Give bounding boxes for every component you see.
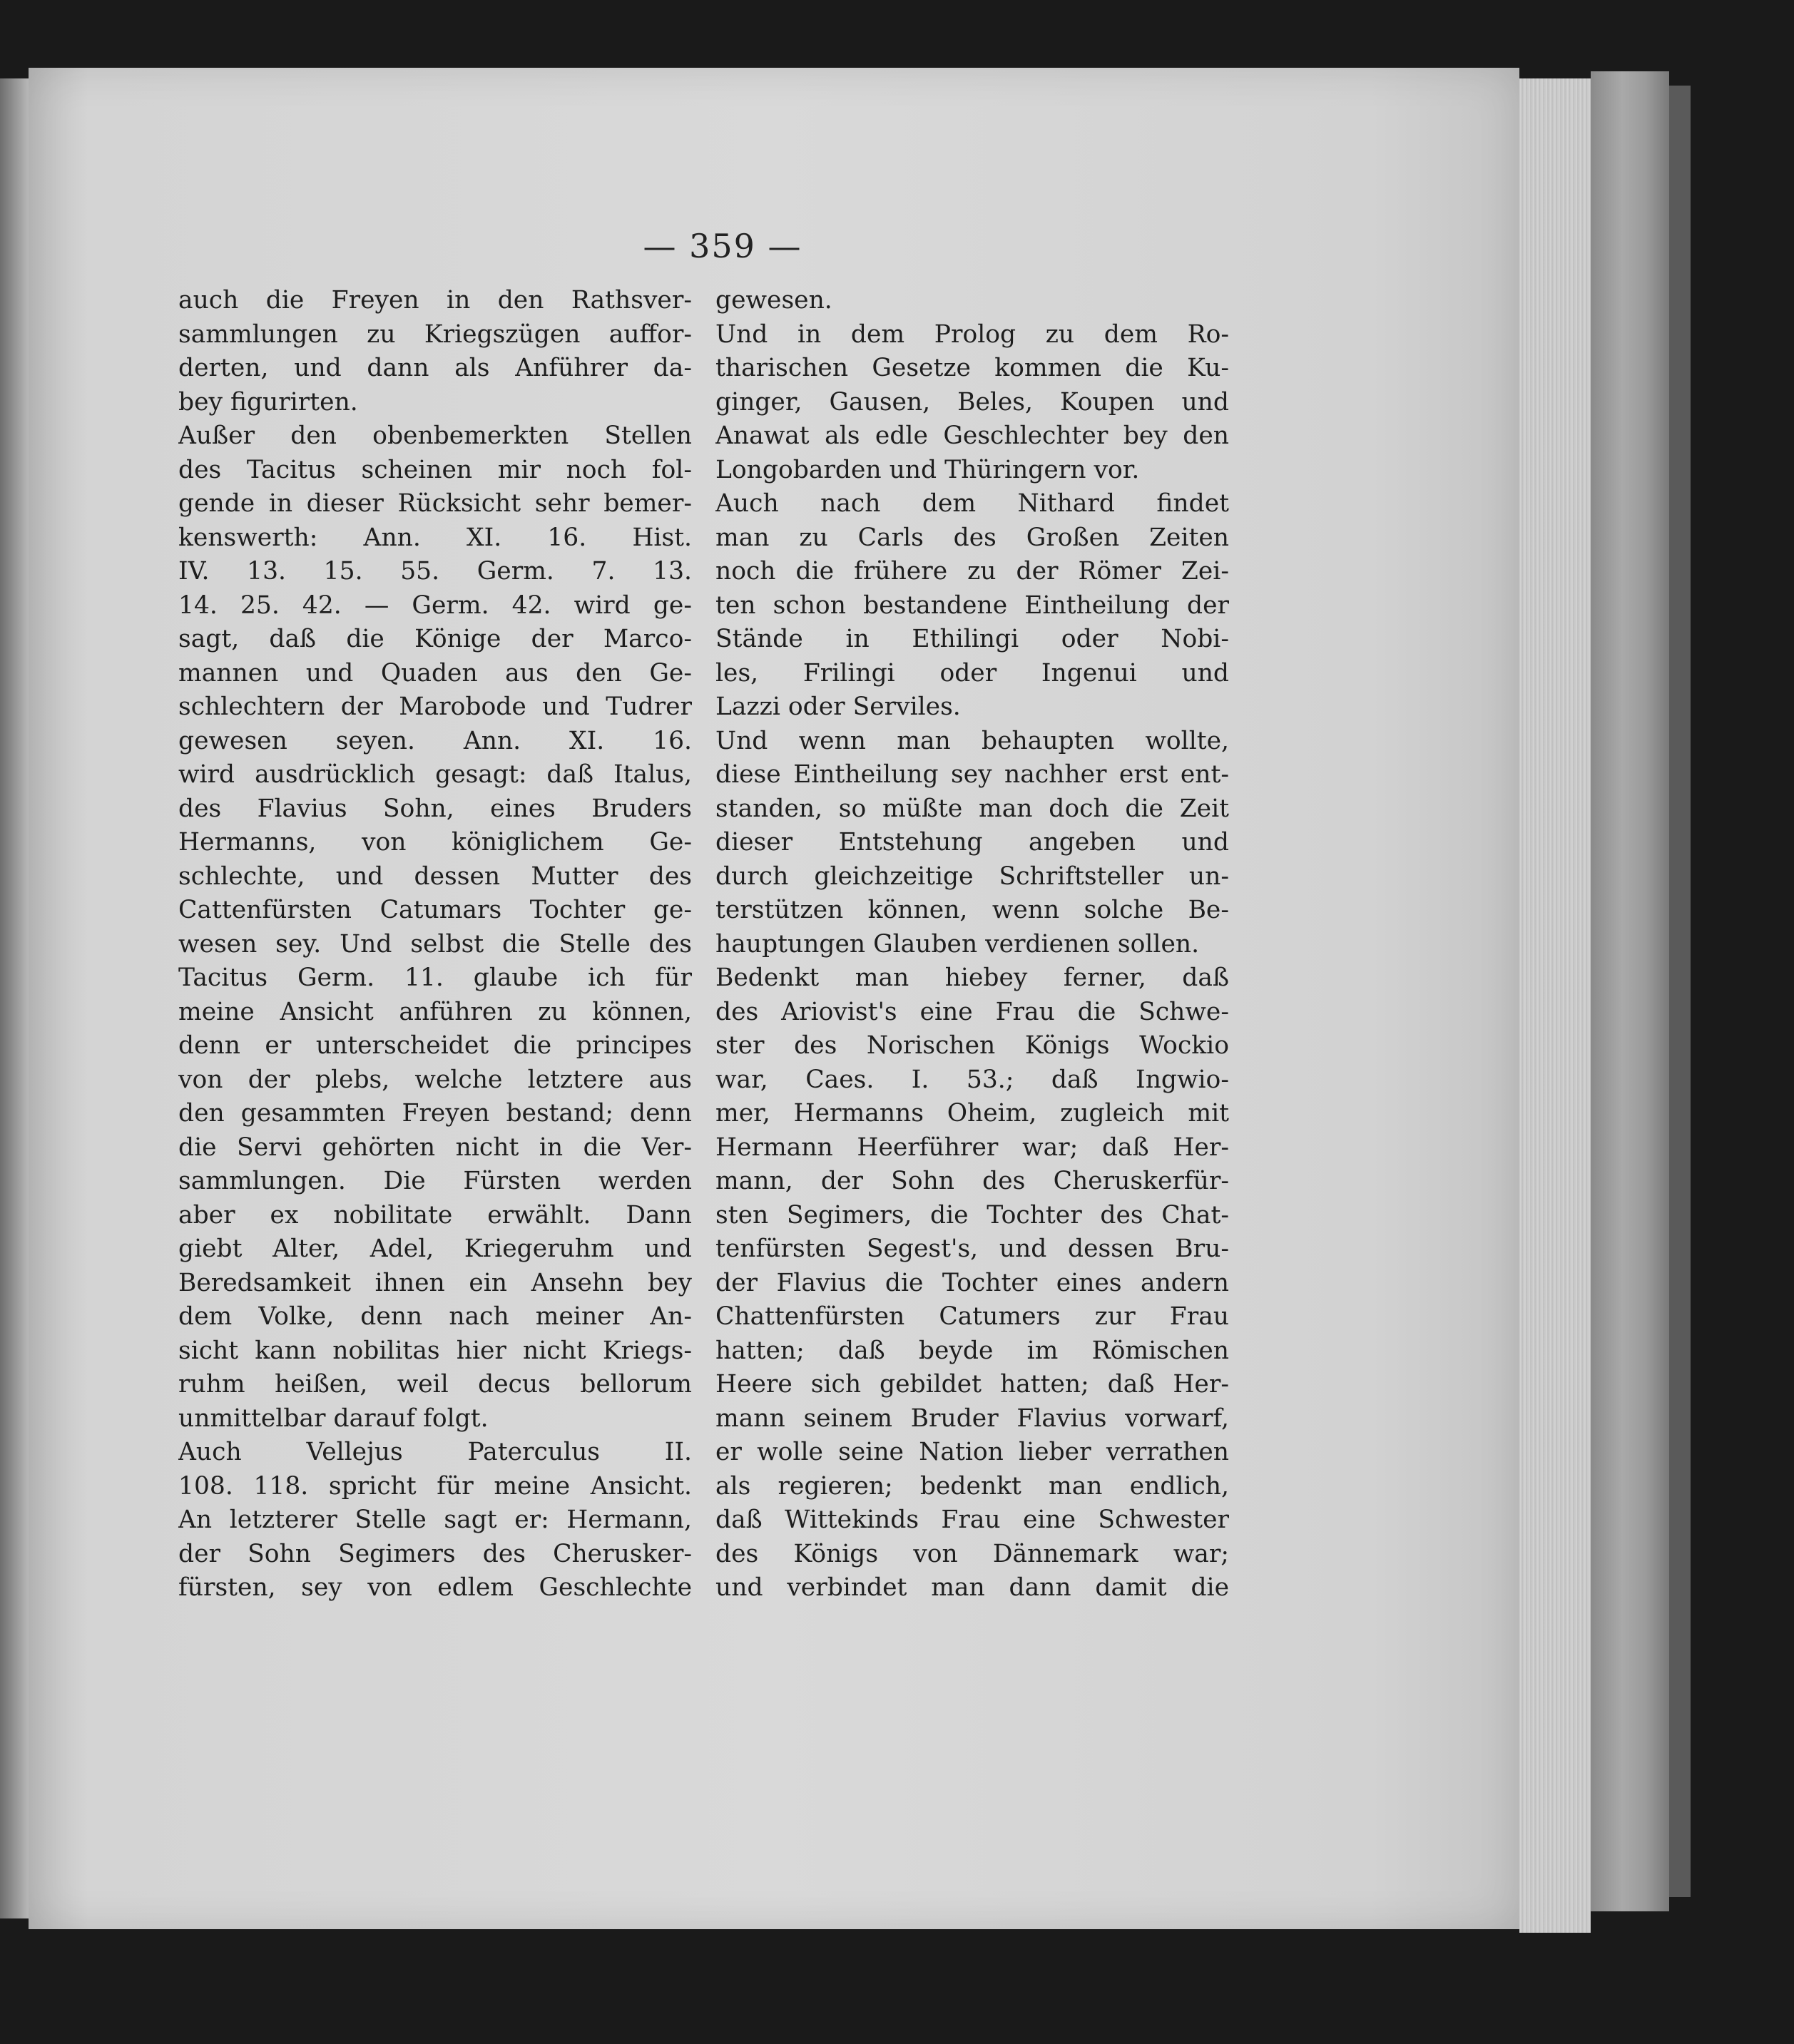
- text-line: 14. 25. 42. — Germ. 42. wird ge-: [178, 591, 692, 620]
- text-line: Außer den obenbemerkten Stellen: [178, 421, 692, 450]
- text-line: gewesen seyen. Ann. XI. 16.: [178, 726, 692, 755]
- text-line: mann, der Sohn des Cheruskerfür-: [715, 1167, 1229, 1195]
- text-line: mann seinem Bruder Flavius vorwarf,: [715, 1404, 1229, 1433]
- text-line: und verbindet man dann damit die: [715, 1573, 1229, 1602]
- text-line: Cattenfürsten Catumars Tochter ge-: [178, 896, 692, 924]
- text-column-right: [715, 284, 1229, 1605]
- text-line: dieser Entstehung angeben und: [715, 828, 1229, 857]
- text-line: sammlungen zu Kriegszügen auffor-: [178, 320, 692, 349]
- text-line: les, Frilingi oder Ingenui und: [715, 658, 1229, 688]
- text-line: ginger, Gausen, Beles, Koupen und: [715, 387, 1229, 417]
- text-line: von der plebs, welche letztere aus: [178, 1065, 692, 1094]
- text-line: durch gleichzeitige Schriftsteller un-: [715, 862, 1229, 891]
- text-line: der Sohn Segimers des Cherusker-: [178, 1539, 692, 1568]
- text-line: hauptungen Glauben verdienen sollen.: [715, 929, 1200, 959]
- text-line: hatten; daß beyde im Römischen: [715, 1336, 1229, 1365]
- text-line: Hermanns, von königlichem Ge-: [178, 828, 692, 857]
- text-line: schlechtern der Marobode und Tudrer: [178, 693, 692, 721]
- text-line: man zu Carls des Großen Zeiten: [715, 523, 1229, 552]
- text-line: des Königs von Dännemark war;: [715, 1539, 1229, 1568]
- text-line: die Servi gehörten nicht in die Ver-: [178, 1133, 692, 1162]
- text-column-left: [178, 284, 692, 1605]
- text-line: des Flavius Sohn, eines Bruders: [178, 794, 692, 823]
- book-binding: [1591, 71, 1669, 1911]
- text-line: kenswerth: Ann. XI. 16. Hist.: [178, 523, 692, 552]
- cover-edge: [1669, 86, 1691, 1897]
- text-line: unmittelbar darauf folgt.: [178, 1404, 489, 1433]
- text-line: giebt Alter, Adel, Kriegeruhm und: [178, 1235, 692, 1263]
- text-line: Stände in Ethilingi oder Nobi-: [715, 625, 1229, 653]
- text-line: Und wenn man behaupten wollte,: [715, 726, 1229, 755]
- text-line: tharischen Gesetze kommen die Ku-: [715, 354, 1229, 382]
- text-line: diese Eintheilung sey nachher erst ent-: [715, 760, 1229, 789]
- text-line: ster des Norischen Königs Wockio: [715, 1031, 1229, 1060]
- text-line: sten Segimers, die Tochter des Chat-: [715, 1200, 1229, 1230]
- text-line: Auch Vellejus Paterculus II.: [178, 1438, 692, 1466]
- text-line: den gesammten Freyen bestand; denn: [178, 1099, 692, 1128]
- text-line: derten, und dann als Anführer da-: [178, 354, 692, 382]
- text-line: sagt, daß die Könige der Marco-: [178, 625, 692, 653]
- text-line: schlechte, und dessen Mutter des: [178, 862, 692, 891]
- text-line: Tacitus Germ. 11. glaube ich für: [178, 964, 692, 992]
- text-line: Hermann Heerführer war; daß Her-: [715, 1133, 1229, 1162]
- text-line: Lazzi oder Serviles.: [715, 693, 961, 721]
- text-line: war, Caes. I. 53.; daß Ingwio-: [715, 1065, 1229, 1094]
- text-line: tenfürsten Segest's, und dessen Bru-: [715, 1235, 1229, 1263]
- text-line: als regieren; bedenkt man endlich,: [715, 1471, 1229, 1501]
- text-line: fürsten, sey von edlem Geschlechte: [178, 1573, 692, 1602]
- text-line: standen, so müßte man doch die Zeit: [715, 794, 1229, 823]
- text-line: aber ex nobilitate erwählt. Dann: [178, 1200, 692, 1230]
- page-stack-edge: [1519, 78, 1591, 1933]
- text-line: ten schon bestandene Eintheilung der: [715, 591, 1229, 620]
- text-line: sicht kann nobilitas hier nicht Kriegs-: [178, 1336, 692, 1365]
- text-line: Beredsamkeit ihnen ein Ansehn bey: [178, 1268, 692, 1297]
- text-line: er wolle seine Nation lieber verrathen: [715, 1438, 1229, 1466]
- text-line: terstützen können, wenn solche Be-: [715, 896, 1229, 924]
- text-line: Anawat als edle Geschlechter bey den: [715, 421, 1229, 450]
- text-line: mannen und Quaden aus den Ge-: [178, 658, 692, 688]
- text-line: mer, Hermanns Oheim, zugleich mit: [715, 1099, 1229, 1128]
- text-line: auch die Freyen in den Rathsver-: [178, 286, 692, 315]
- text-line: des Ariovist's eine Frau die Schwe-: [715, 997, 1229, 1026]
- text-line: sammlungen. Die Fürsten werden: [178, 1167, 692, 1195]
- text-line: Und in dem Prolog zu dem Ro-: [715, 320, 1229, 349]
- text-line: wesen sey. Und selbst die Stelle des: [178, 929, 692, 959]
- text-line: bey figurirten.: [178, 387, 358, 417]
- text-line: gewesen.: [715, 286, 832, 315]
- text-line: des Tacitus scheinen mir noch fol-: [178, 455, 692, 484]
- text-line: der Flavius die Tochter eines andern: [715, 1268, 1229, 1297]
- text-line: Longobarden und Thüringern vor.: [715, 455, 1140, 484]
- text-line: dem Volke, denn nach meiner An-: [178, 1302, 692, 1331]
- text-line: Heere sich gebildet hatten; daß Her-: [715, 1370, 1229, 1399]
- facing-page-edge: [0, 78, 29, 1918]
- text-line: Auch nach dem Nithard findet: [715, 489, 1229, 518]
- text-line: wird ausdrücklich gesagt: daß Italus,: [178, 760, 692, 789]
- text-line: 108. 118. spricht für meine Ansicht.: [178, 1471, 692, 1501]
- text-line: daß Wittekinds Frau eine Schwester: [715, 1506, 1229, 1534]
- text-line: An letzterer Stelle sagt er: Hermann,: [178, 1506, 692, 1534]
- page-number: — 359 —: [643, 227, 802, 265]
- text-line: Chattenfürsten Catumers zur Frau: [715, 1302, 1229, 1331]
- text-line: gende in dieser Rücksicht sehr bemer-: [178, 489, 692, 518]
- text-line: IV. 13. 15. 55. Germ. 7. 13.: [178, 557, 692, 586]
- text-line: denn er unterscheidet die principes: [178, 1031, 692, 1060]
- text-line: noch die frühere zu der Römer Zei-: [715, 557, 1229, 586]
- text-line: Bedenkt man hiebey ferner, daß: [715, 964, 1229, 992]
- text-line: meine Ansicht anführen zu können,: [178, 997, 692, 1026]
- text-line: ruhm heißen, weil decus bellorum: [178, 1370, 692, 1399]
